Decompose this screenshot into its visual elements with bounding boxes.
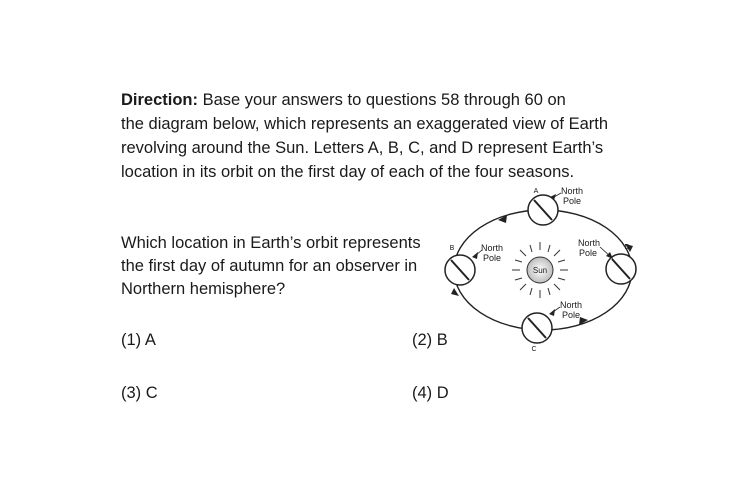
earth-position-b bbox=[445, 255, 475, 285]
direction-line-1 bbox=[121, 88, 641, 112]
direction-line-4: location in its orbit on the first day of each of the four seasons. bbox=[121, 163, 575, 181]
question-text bbox=[121, 232, 441, 301]
earth-position-c bbox=[522, 313, 552, 343]
question-line-1: Which location in Earth’s orbit represents bbox=[121, 234, 421, 252]
north-label-a: North bbox=[561, 186, 584, 196]
question-line-3: Northern hemisphere? bbox=[121, 280, 286, 298]
pole-label-d: Pole bbox=[579, 248, 598, 258]
direction-line-3: revolving around the Sun. Letters A, B, C, and D represent Earth’s bbox=[121, 139, 604, 157]
answer-option-1[interactable]: (1) A bbox=[121, 331, 156, 349]
question-line-2: the first day of autumn for an observer in bbox=[121, 257, 418, 275]
answer-option-3[interactable]: (3) C bbox=[121, 384, 158, 402]
direction-lead: Direction: bbox=[121, 91, 199, 109]
pole-arrow-c bbox=[549, 309, 555, 316]
north-label-d: North bbox=[578, 238, 601, 248]
direction-paragraph bbox=[121, 88, 641, 184]
direction-line-1-text: Base your answers to questions 58 through 60 on bbox=[198, 91, 566, 109]
letter-b: B bbox=[449, 245, 455, 252]
letter-a: A bbox=[533, 188, 539, 195]
orbit-arrow-left bbox=[451, 288, 459, 296]
north-label-b: North bbox=[481, 243, 504, 253]
earth-orbit-diagram bbox=[430, 180, 650, 370]
north-label-c: North bbox=[560, 300, 583, 310]
pole-arrow-b bbox=[472, 252, 478, 259]
sun-label: Sun bbox=[532, 266, 548, 275]
answer-option-4[interactable]: (4) D bbox=[412, 384, 449, 402]
answer-option-2[interactable]: (2) B bbox=[412, 331, 448, 349]
earth-position-d bbox=[606, 254, 636, 284]
pole-label-a: Pole bbox=[563, 196, 582, 206]
letter-c: C bbox=[531, 346, 537, 353]
pole-label-c: Pole bbox=[562, 310, 581, 320]
letter-d: D bbox=[624, 244, 630, 251]
direction-line-2: the diagram below, which represents an exaggerated view of Earth bbox=[121, 115, 609, 133]
pole-label-b: Pole bbox=[483, 253, 502, 263]
